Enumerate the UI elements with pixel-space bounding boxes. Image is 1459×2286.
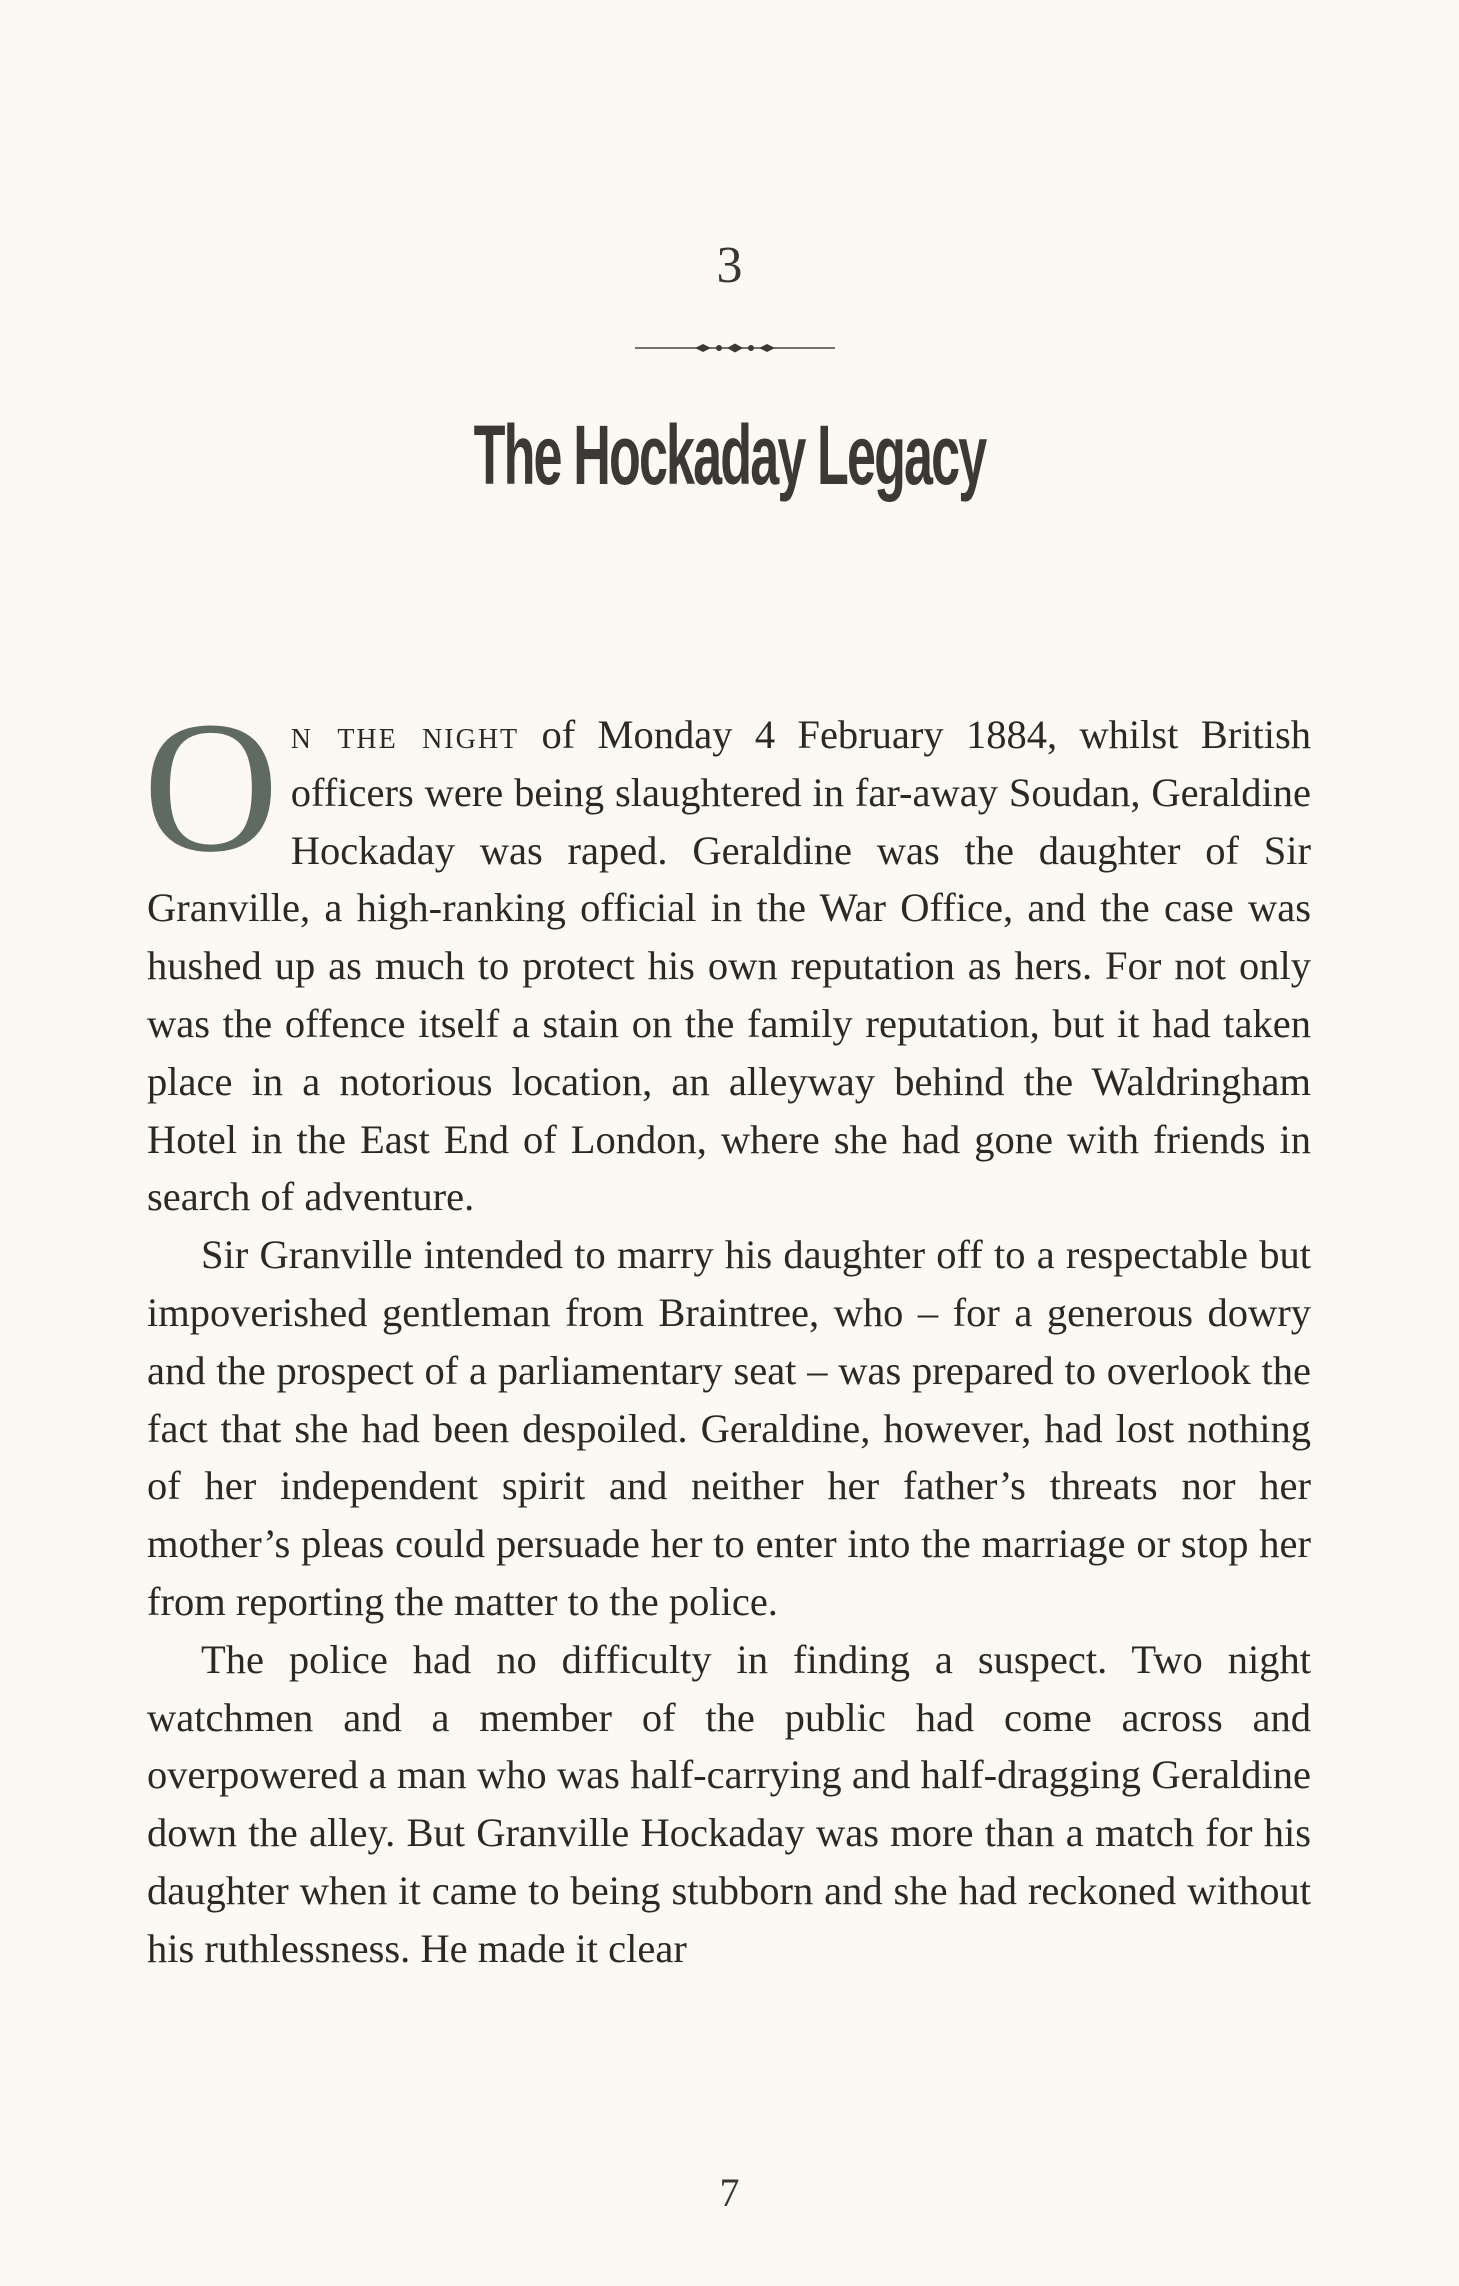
chapter-body [143,682,1311,1978]
paragraph-1 [143,682,1311,1226]
paragraph-1-text: of Monday 4 February 1884, whilst British officers were being slaughtered in far-away Soudan, Geraldine Hockaday was raped. Geraldine was the daughter of Sir Granville, a high-ranking official in the War Office, and the case was hushed up as much to protect his own reputation as hers. For not only was the offence itself a stain on the family reputation, but it had taken place in a notorious location, an alleyway behind the Waldringham Hotel in the East End of London, where she had gone with friends in search of adventure. [147,712,1311,1220]
opening-small-caps: n the night [290,712,520,757]
paragraph-3: The police had no difficulty in finding a suspect. Two night watchmen and a member of the public had come across and overpowered a man who was half-carrying and half-dragging Geraldine down the alley. But Granville Hockaday was more than a match for his daughter when it came to being stubborn and she had reckoned without his ruthlessness. He made it clear [147,1636,1311,1971]
page-number: 7 [719,2170,740,2215]
chapter-number: 3 [716,237,743,294]
chapter-ornament-divider [633,340,837,356]
drop-cap-letter: O [143,682,279,891]
paragraph-2: Sir Granville intended to marry his daughter off to a respectable but impoverished gentleman from Braintree, who – for a generous dowry and the prospect of a parliamentary seat – was prepared to overlook the fact that she had been despoiled. Geraldine, however, had lost nothing of her independent spirit and neither her father’s threats nor her mother’s pleas could persuade her to enter into the marriage or stop her from reporting the matter to the police. [147,1232,1311,1624]
chapter-title: The Hockaday Legacy [473,408,986,502]
